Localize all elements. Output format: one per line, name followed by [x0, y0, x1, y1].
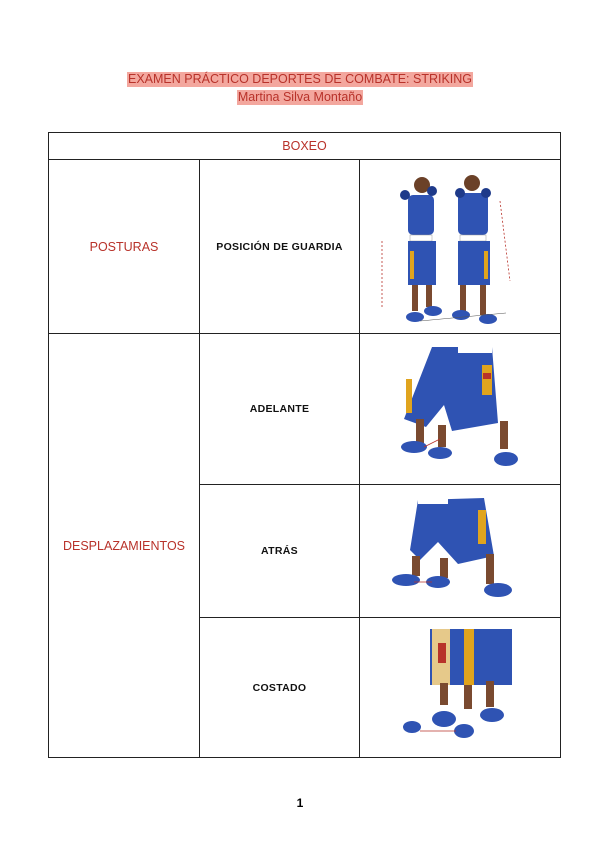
- boxing-table: [48, 132, 561, 758]
- author-name: Martina Silva Montaño: [237, 90, 363, 104]
- document-header: [0, 70, 600, 106]
- sideways-movement-image: [360, 618, 561, 758]
- table-header-boxeo: BOXEO: [49, 133, 561, 160]
- guard-stance-image: [360, 160, 561, 334]
- row-label-adelante: ADELANTE: [200, 334, 360, 485]
- section-desplazamientos: DESPLAZAMIENTOS: [49, 334, 200, 758]
- backward-movement-image: [360, 485, 561, 618]
- forward-movement-image: [360, 334, 561, 485]
- row-label-atras: ATRÁS: [200, 485, 360, 618]
- exam-title: EXAMEN PRÁCTICO DEPORTES DE COMBATE: STRIKING: [127, 72, 473, 86]
- section-posturas: POSTURAS: [49, 160, 200, 334]
- page-number: 1: [296, 796, 304, 810]
- row-label-guardia: POSICIÓN DE GUARDIA: [200, 160, 360, 334]
- row-label-costado: COSTADO: [200, 618, 360, 758]
